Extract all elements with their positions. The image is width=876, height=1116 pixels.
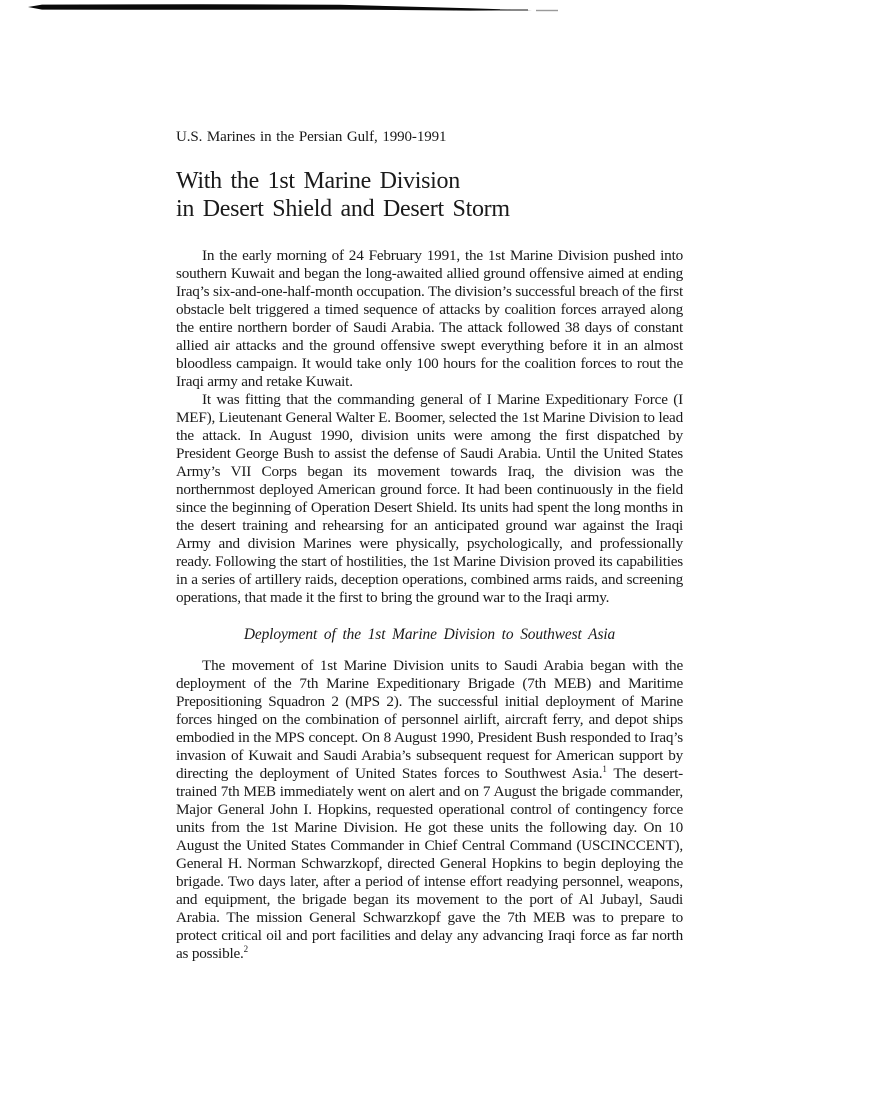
section-heading: Deployment of the 1st Marine Division to Southwest Asia <box>243 626 616 643</box>
footnote-reference: 2 <box>243 943 249 954</box>
series-header: U.S. Marines in the Persian Gulf, 1990-1991 <box>176 129 447 145</box>
footnote-reference: 1 <box>602 763 607 774</box>
paragraph: In the early morning of 24 February 1991, the 1st Marine Division pushed into southern Kuwait and began the long-awaited allied ground offensive aimed at ending Iraq’s six-and-one-half-month occupation. The division’s successful breach of the first obstacle belt triggered a timed sequence of attacks by coalition forces arrayed along the entire northern border of Saudi Arabia. The attack followed 38 days of constant allied air attacks and the ground offensive swept everything before it in an almost bloodless campaign. It would take only 100 hours for the coalition forces to rout the Iraqi army and retake Kuwait. <box>176 247 683 390</box>
deployment-paragraphs <box>176 657 683 963</box>
text-block <box>176 128 683 963</box>
page-title-line1: With the 1st Marine Division <box>176 168 460 194</box>
paragraph: The movement of 1st Marine Division units to Saudi Arabia began with the deployment of the 7th Marine Expeditionary Brigade (7th MEB) and Maritime Prepositioning Squadron 2 (MPS 2). The successful initial deployment of Marine forces hinged on the combination of personnel airlift, aircraft ferry, and depot ships embodied in the MPS concept. On 8 August 1990, President Bush responded to Iraq’s invasion of Kuwait and Saudi Arabia’s subsequent request for American support by directing the deployment of United States forces to Southwest Asia.$^1$ The desert-trained 7th MEB immediately went on alert and on 7 August the brigade commander, Major General John I. Hopkins, requested operational control of contingency force units from the 1st Marine Division. He got these units the following day. On 10 August the United States Commander in Chief Central Command (USCINCCENT), General H. Norman Schwarzkopf, directed General Hopkins to begin deploying the brigade. Two days later, after a period of intense effort readying personnel, weapons, and equipment, the brigade began its movement to the port of Al Jubayl, Saudi Arabia. The mission General Schwarzkopf gave the 7th MEB was to prepare to protect critical oil and port facilities and delay any advancing Iraqi force as far north as possible.$^2$ <box>176 657 683 962</box>
page-title <box>176 167 683 223</box>
paragraph: It was fitting that the commanding general of I Marine Expeditionary Force (I MEF), Lieutenant General Walter E. Boomer, selected the 1st Marine Division to lead the attack. In August 1990, division units were among the first dispatched by President George Bush to assist the defense of Saudi Arabia. Until the United States Army’s VII Corps began its movement towards Iraq, the division was the northernmost deployed American ground force. It had been continuously in the field since the beginning of Operation Desert Shield. Its units had spent the long months in the desert training and rehearsing for an anticipated ground war against the Iraqi Army and division Marines were physically, psychologically, and professionally ready. Following the start of hostilities, the 1st Marine Division proved its capabilities in a series of artillery raids, deception operations, combined arms raids, and screening operations, that made it the first to bring the ground war to the Iraqi army. <box>176 391 683 606</box>
scan-artifact-bar <box>0 0 876 16</box>
intro-paragraphs <box>176 247 683 607</box>
page-title-line2: in Desert Shield and Desert Storm <box>176 196 510 222</box>
